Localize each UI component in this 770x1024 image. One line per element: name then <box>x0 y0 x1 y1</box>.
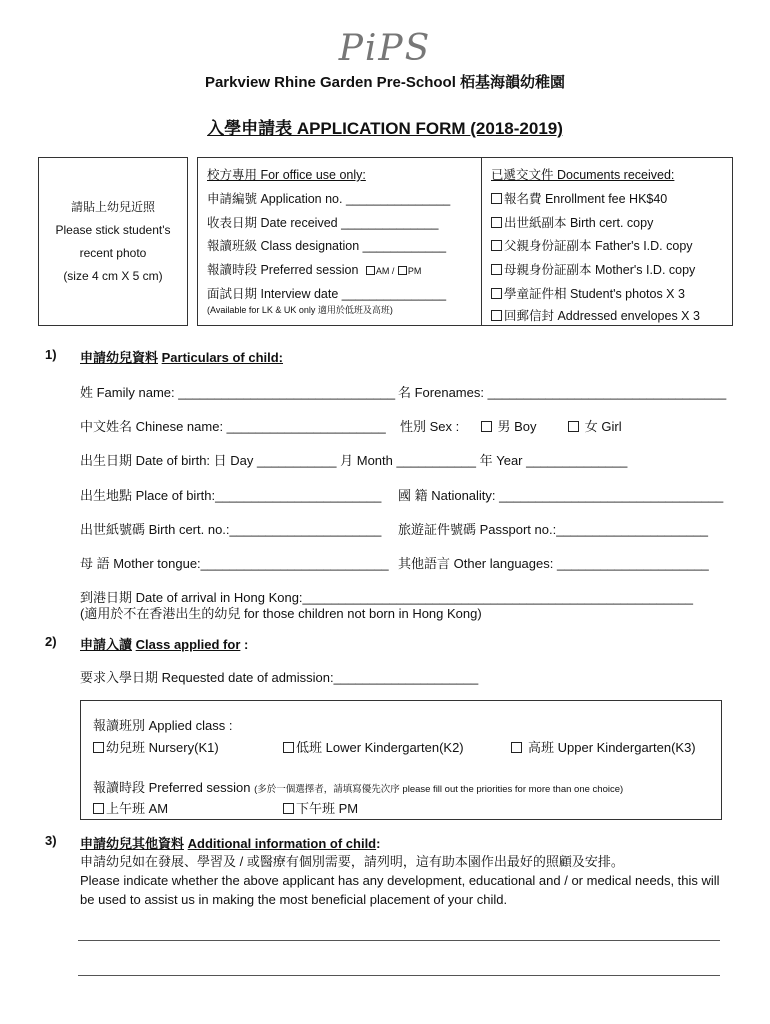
class-designation-field[interactable]: 報讀班級 Class designation ____________ <box>207 239 447 253</box>
forenames-field[interactable]: 名 Forenames: _________________________________ <box>398 385 727 400</box>
document-item: 回郵信封 Addressed envelopes X 3 <box>491 306 700 324</box>
girl-checkbox[interactable] <box>568 421 579 432</box>
lower-k-option: 低班 Lower Kindergarten(K2) <box>283 737 464 756</box>
answer-line[interactable] <box>78 940 720 941</box>
form-title: 入學申請表 APPLICATION FORM (2018-2019) <box>207 119 563 138</box>
pm-checkbox[interactable] <box>283 803 294 814</box>
school-name: Parkview Rhine Garden Pre-School 栢基海韻幼稚園 <box>204 74 566 91</box>
school-logo <box>330 22 440 72</box>
pm-option: 下午班 PM <box>283 798 358 817</box>
section-1-heading: 申請幼兒資料 Particulars of child: <box>80 350 284 365</box>
document-checkbox[interactable] <box>491 193 502 204</box>
application-no-field[interactable]: 申請編號 Application no. _______________ <box>207 192 451 206</box>
additional-info-en: Please indicate whether the above applicant has any development, educational and / or medical needs, this will be used to assist us in making the most beneficial placement of your child. <box>80 873 720 907</box>
family-name-field[interactable]: 姓 Family name: ______________________________ <box>80 385 396 400</box>
date-of-birth-field[interactable]: 出生日期 Date of birth: 日 Day ___________ 月 Month ___________ 年 Year ______________ <box>80 453 628 468</box>
lower-k-checkbox[interactable] <box>283 742 294 753</box>
svg-text:PiPS: PiPS <box>338 28 432 69</box>
document-checkbox[interactable] <box>491 217 502 228</box>
interview-date-field[interactable]: 面試日期 Interview date _______________ <box>207 287 447 301</box>
section-2-heading: 申請入讀 Class applied for : <box>80 637 249 652</box>
photo-instruction-en-2: recent photo <box>79 245 147 260</box>
document-item: 學童証件相 Student's photos X 3 <box>491 284 685 302</box>
document-checkbox[interactable] <box>491 264 502 275</box>
office-session-label: 報讀時段 Preferred session <box>207 263 359 277</box>
session-note: (多於一個選擇者，請填寫優先次序 please fill out the priorities for more than one choice) <box>254 784 624 795</box>
answer-line[interactable] <box>78 975 720 976</box>
document-item: 出世紙副本 Birth cert. copy <box>491 213 653 231</box>
document-item: 父親身份証副本 Father's I.D. copy <box>491 236 693 254</box>
interview-note: (Available for LK & UK only 適用於低班及高班) <box>207 305 393 315</box>
passport-no-field[interactable]: 旅遊証件號碼 Passport no.:_____________________ <box>398 522 709 537</box>
nursery-option: 幼兒班 Nursery(K1) <box>93 737 219 756</box>
girl-label: 女 Girl <box>584 419 622 434</box>
nationality-field[interactable]: 國 籍 Nationality: _______________________________ <box>398 488 724 503</box>
other-languages-field[interactable]: 其他語言 Other languages: _____________________ <box>398 556 709 571</box>
documents-heading: 已遞交文件 Documents received: <box>491 168 675 182</box>
document-item: 報名費 Enrollment fee HK$40 <box>491 189 667 207</box>
section-1-number: 1) <box>45 347 57 362</box>
upper-k-checkbox[interactable] <box>511 742 522 753</box>
section-3-number: 3) <box>45 833 57 848</box>
document-item: 母親身份証副本 Mother's I.D. copy <box>491 260 695 278</box>
place-of-birth-field[interactable]: 出生地點 Place of birth:_______________________ <box>80 488 382 503</box>
office-session-row <box>207 260 421 278</box>
admission-date-field[interactable]: 要求入學日期 Requested date of admission:____________________ <box>80 670 479 685</box>
documents-box <box>481 157 733 326</box>
section-2-number: 2) <box>45 634 57 649</box>
photo-size-note: (size 4 cm X 5 cm) <box>63 268 163 283</box>
upper-k-option: 高班 Upper Kindergarten(K3) <box>511 737 696 756</box>
document-checkbox[interactable] <box>491 310 502 321</box>
office-pm-checkbox[interactable] <box>398 266 407 275</box>
office-am-checkbox[interactable] <box>366 266 375 275</box>
document-checkbox[interactable] <box>491 288 502 299</box>
sex-label: 性別 Sex : <box>400 419 460 434</box>
photo-instruction-en: Please stick student's <box>55 222 171 237</box>
photo-instruction-zh: 請貼上幼兒近照 <box>70 199 155 214</box>
additional-info-zh: 申請幼兒如在發展、學習及 / 或醫療有個別需要，請列明，這有助本園作出最好的照顧及安排。 <box>80 854 624 869</box>
birth-cert-no-field[interactable]: 出世紙號碼 Birth cert. no.:_____________________ <box>80 522 382 537</box>
office-use-box <box>197 157 482 326</box>
mother-tongue-field[interactable]: 母 語 Mother tongue:__________________________ <box>80 556 389 571</box>
arrival-date-field[interactable]: 到港日期 Date of arrival in Hong Kong:______________________________________________________ <box>80 590 693 605</box>
arrival-note: (適用於不在香港出生的幼兒 for those children not born in Hong Kong) <box>80 606 482 621</box>
date-received-field[interactable]: 收表日期 Date received ______________ <box>207 216 439 230</box>
sex-row <box>400 416 622 435</box>
office-pm-label: PM <box>407 266 422 276</box>
session-label: 報讀時段 Preferred session <box>93 780 251 795</box>
am-option: 上午班 AM <box>93 798 168 817</box>
document-checkbox[interactable] <box>491 240 502 251</box>
applied-class-box <box>80 700 722 820</box>
section-3-heading: 申請幼兒其他資料 Additional information of child: <box>80 836 381 851</box>
nursery-checkbox[interactable] <box>93 742 104 753</box>
office-am-label: AM / <box>375 266 395 276</box>
boy-checkbox[interactable] <box>481 421 492 432</box>
photo-box[interactable] <box>38 157 188 326</box>
am-checkbox[interactable] <box>93 803 104 814</box>
boy-label: 男 Boy <box>497 419 537 434</box>
office-heading: 校方專用 For office use only: <box>207 168 366 182</box>
session-row <box>93 777 623 796</box>
applied-class-label: 報讀班別 Applied class : <box>93 718 233 733</box>
chinese-name-field[interactable]: 中文姓名 Chinese name: ______________________ <box>80 419 386 434</box>
